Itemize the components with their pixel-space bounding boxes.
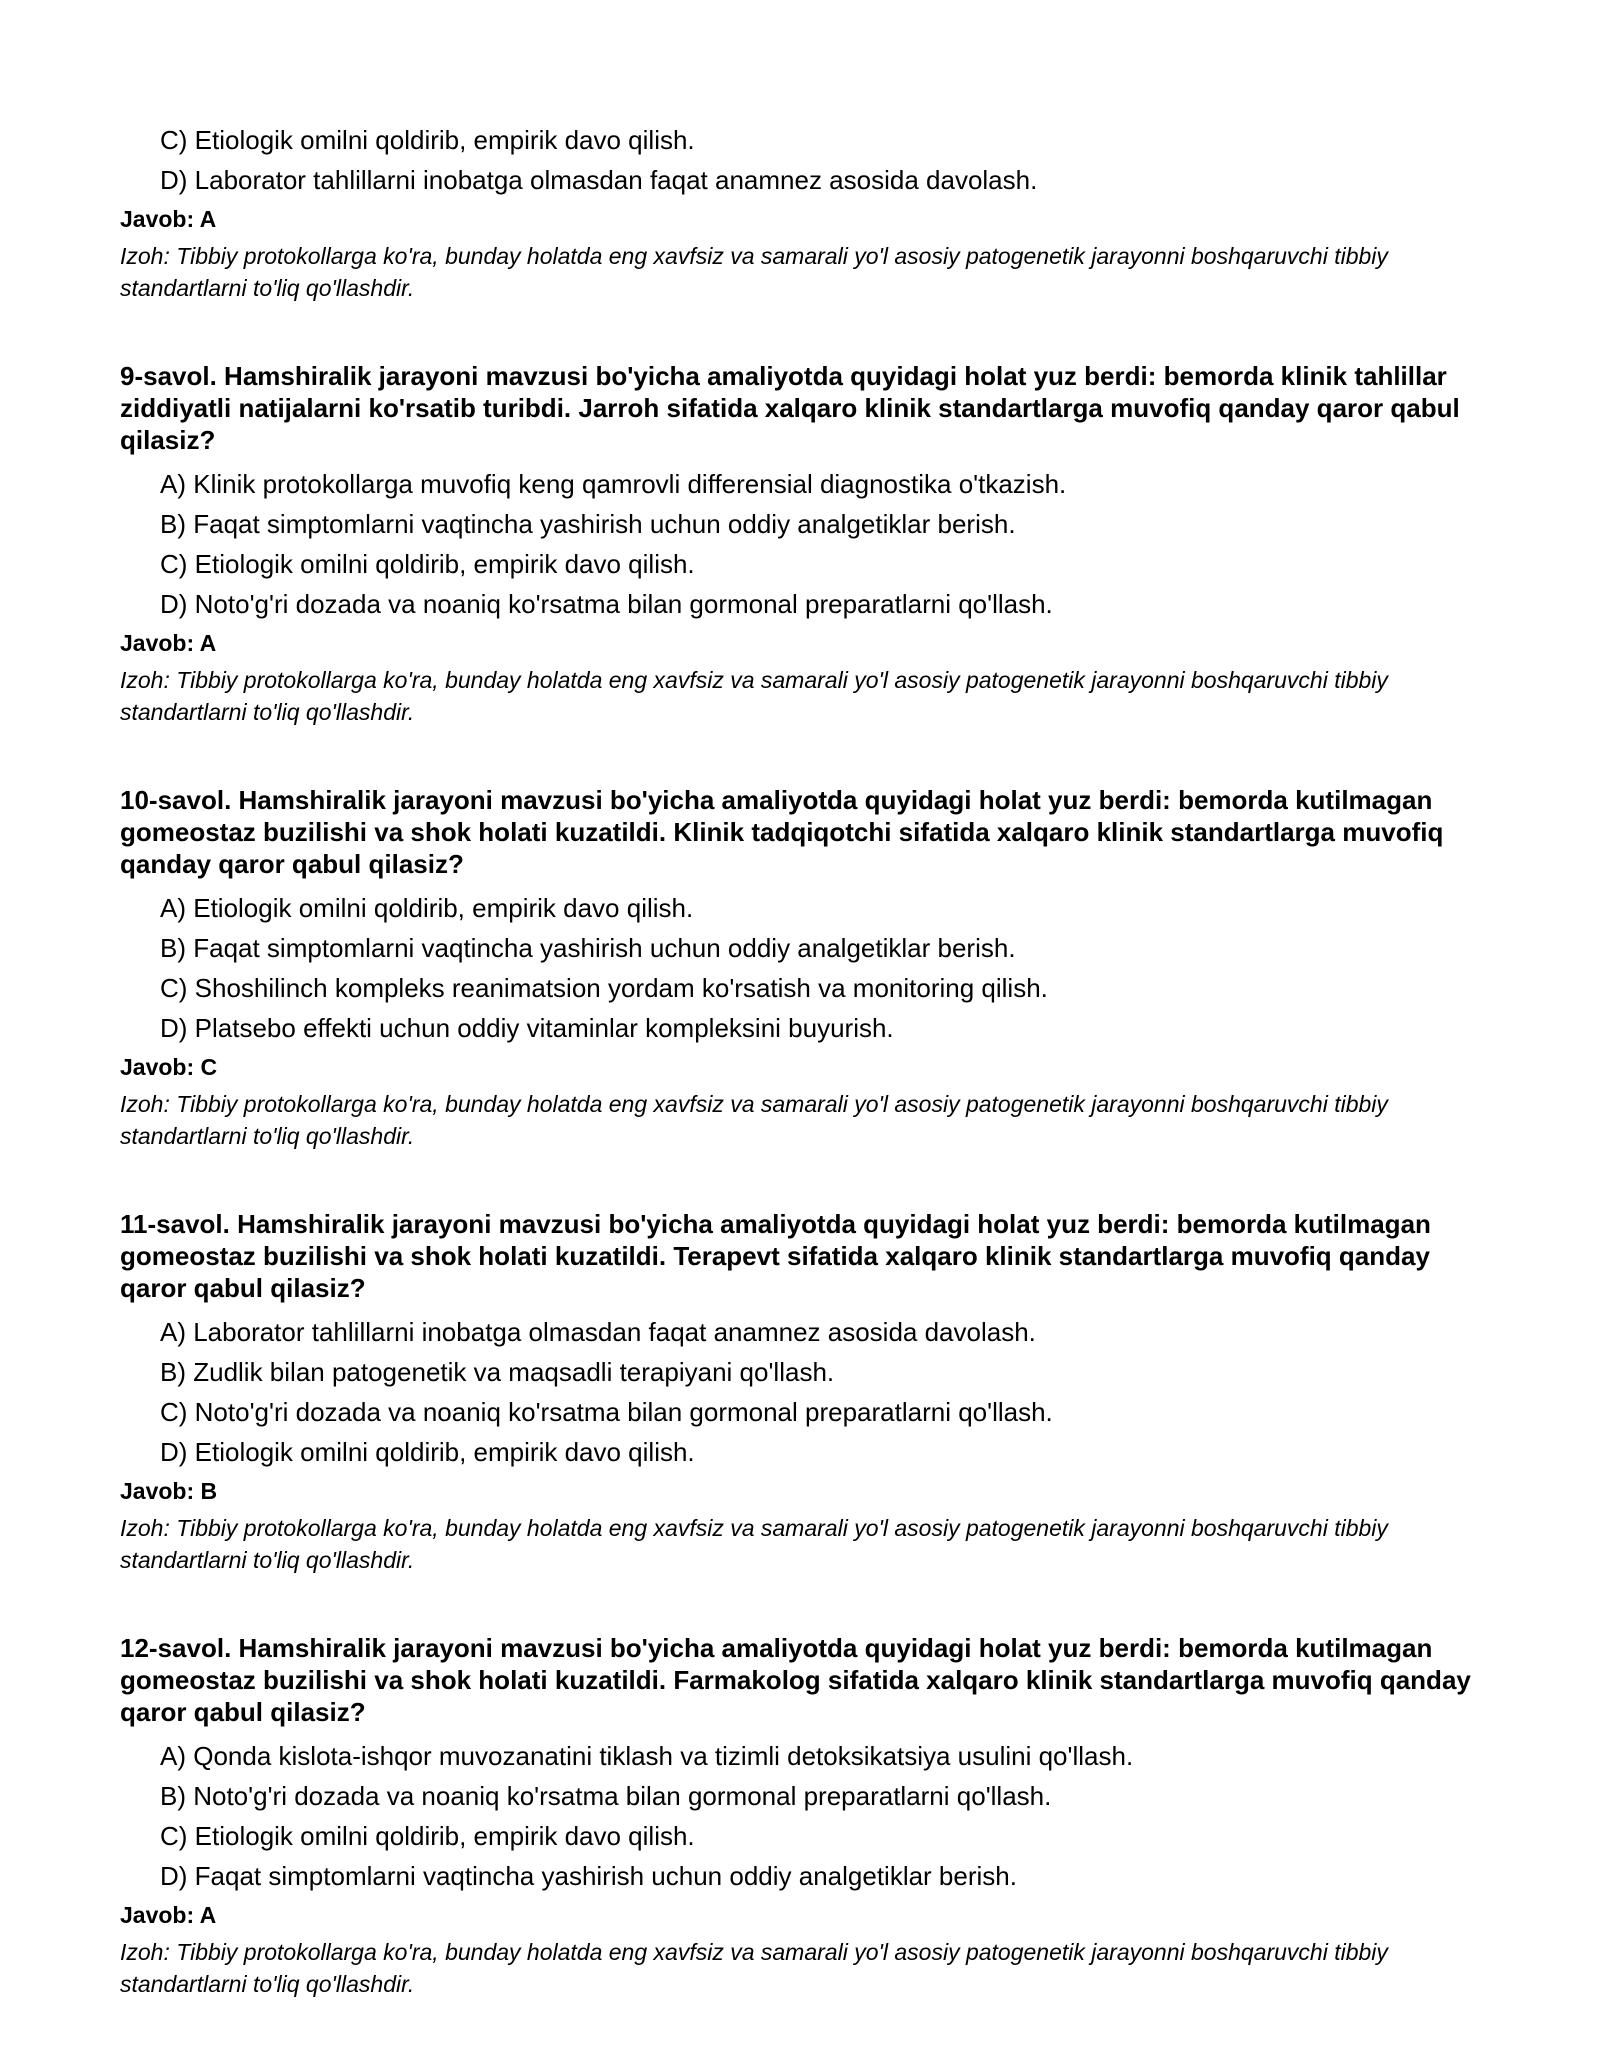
explanation-note: Izoh: Tibbiy protokollarga ko'ra, bunday holatda eng xavfsiz va samarali yo'l asosiy patogenetik jarayonni boshqaruvchi tibbiy standartlarni to'liq qo'llashdir.	[120, 1515, 1388, 1573]
option-b: B) Faqat simptomlarni vaqtincha yashirish uchun oddiy analgetiklar berish.	[160, 509, 1016, 539]
option-a: A) Etiologik omilni qoldirib, empirik davo qilish.	[160, 893, 694, 923]
document-page	[120, 120, 1500, 2000]
question-11	[120, 1208, 1500, 1576]
question-9	[120, 360, 1500, 728]
explanation-note: Izoh: Tibbiy protokollarga ko'ra, bunday holatda eng xavfsiz va samarali yo'l asosiy patogenetik jarayonni boshqaruvchi tibbiy standartlarni to'liq qo'llashdir.	[120, 1939, 1388, 1997]
option-a: A) Klinik protokollarga muvofiq keng qamrovli differensial diagnostika o'tkazish.	[160, 469, 1067, 499]
question-text: 11-savol. Hamshiralik jarayoni mavzusi bo'yicha amaliyotda quyidagi holat yuz berdi: bemorda kutilmagan gomeostaz buzilishi va shok holati kuzatildi. Terapevt sifatida xalqaro klinik standartlarga muvofiq qanday qaror qabul qilasiz?	[120, 1209, 1431, 1303]
answer-line: Javob: A	[120, 1902, 217, 1928]
option-d: D) Laborator tahlillarni inobatga olmasdan faqat anamnez asosida davolash.	[160, 165, 1038, 195]
option-c: C) Etiologik omilni qoldirib, empirik davo qilish.	[160, 1821, 695, 1851]
option-b: B) Noto'g'ri dozada va noaniq ko'rsatma bilan gormonal preparatlarni qo'llash.	[160, 1781, 1052, 1811]
answer-line: Javob: B	[120, 1478, 218, 1504]
option-b: B) Zudlik bilan patogenetik va maqsadli terapiyani qo'llash.	[160, 1357, 835, 1387]
question-10	[120, 784, 1500, 1152]
option-c: C) Shoshilinch kompleks reanimatsion yordam ko'rsatish va monitoring qilish.	[160, 973, 1048, 1003]
option-d: D) Platsebo effekti uchun oddiy vitaminlar kompleksini buyurish.	[160, 1013, 894, 1043]
option-d: D) Faqat simptomlarni vaqtincha yashirish uchun oddiy analgetiklar berish.	[160, 1861, 1017, 1891]
option-c: C) Etiologik omilni qoldirib, empirik davo qilish.	[160, 549, 695, 579]
question-12	[120, 1632, 1500, 2000]
option-d: D) Noto'g'ri dozada va noaniq ko'rsatma bilan gormonal preparatlarni qo'llash.	[160, 589, 1053, 619]
option-d: D) Etiologik omilni qoldirib, empirik davo qilish.	[160, 1437, 695, 1467]
answer-line: Javob: A	[120, 206, 217, 232]
answer-line: Javob: A	[120, 630, 217, 656]
option-c: C) Etiologik omilni qoldirib, empirik davo qilish.	[160, 125, 695, 155]
option-a: A) Qonda kislota-ishqor muvozanatini tiklash va tizimli detoksikatsiya usulini qo'llash.	[160, 1741, 1134, 1771]
explanation-note: Izoh: Tibbiy protokollarga ko'ra, bunday holatda eng xavfsiz va samarali yo'l asosiy patogenetik jarayonni boshqaruvchi tibbiy standartlarni to'liq qo'llashdir.	[120, 667, 1388, 725]
option-c: C) Noto'g'ri dozada va noaniq ko'rsatma bilan gormonal preparatlarni qo'llash.	[160, 1397, 1053, 1427]
explanation-note: Izoh: Tibbiy protokollarga ko'ra, bunday holatda eng xavfsiz va samarali yo'l asosiy patogenetik jarayonni boshqaruvchi tibbiy standartlarni to'liq qo'llashdir.	[120, 1091, 1388, 1149]
question-text: 10-savol. Hamshiralik jarayoni mavzusi bo'yicha amaliyotda quyidagi holat yuz berdi: bemorda kutilmagan gomeostaz buzilishi va shok holati kuzatildi. Klinik tadqiqotchi sifatida xalqaro klinik standartlarga muvofiq qanday qaror qabul qilasiz?	[120, 785, 1444, 879]
question-text: 9-savol. Hamshiralik jarayoni mavzusi bo'yicha amaliyotda quyidagi holat yuz berdi: bemorda klinik tahlillar ziddiyatli natijalarni ko'rsatib turibdi. Jarroh sifatida xalqaro klinik standartlarga muvofiq qanday qaror qabul qilasiz?	[120, 361, 1460, 455]
question-8-tail	[120, 120, 1500, 304]
explanation-note: Izoh: Tibbiy protokollarga ko'ra, bunday holatda eng xavfsiz va samarali yo'l asosiy patogenetik jarayonni boshqaruvchi tibbiy standartlarni to'liq qo'llashdir.	[120, 243, 1388, 301]
answer-line: Javob: C	[120, 1054, 218, 1080]
question-text: 12-savol. Hamshiralik jarayoni mavzusi bo'yicha amaliyotda quyidagi holat yuz berdi: bemorda kutilmagan gomeostaz buzilishi va shok holati kuzatildi. Farmakolog sifatida xalqaro klinik standartlarga muvofiq qanday qaror qabul qilasiz?	[120, 1633, 1471, 1727]
option-b: B) Faqat simptomlarni vaqtincha yashirish uchun oddiy analgetiklar berish.	[160, 933, 1016, 963]
option-a: A) Laborator tahlillarni inobatga olmasdan faqat anamnez asosida davolash.	[160, 1317, 1036, 1347]
